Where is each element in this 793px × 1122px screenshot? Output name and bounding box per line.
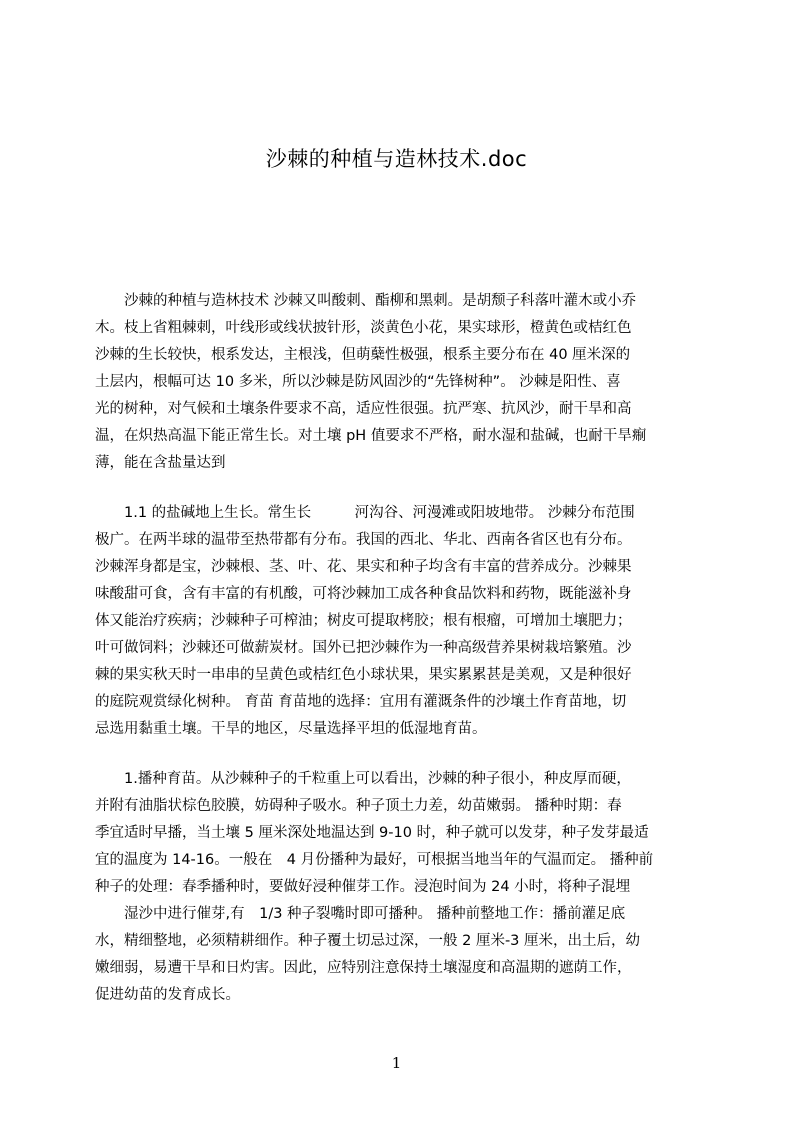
text-line: 水，精细整地，必须精耕细作。种子覆土切忌过深，一般 2 厘米-3 厘米，出土后，幼 [95,933,641,949]
text-line: 极广。在两半球的温带至热带都有分布。我国的西北、华北、西南各省区也有分布。 [95,532,632,548]
page-number: 1 [391,1054,402,1072]
text-line: 嫩细弱，易遭干旱和日灼害。因此，应特别注意保持土壤湿度和高温期的遮荫工作， [95,960,632,976]
text-line: 的庭院观赏绿化树种。 育苗 育苗地的选择：宜用有灌溉条件的沙壤土作育苗地，切 [95,694,627,710]
text-line: 忌选用黏重土壤。干旱的地区，尽量选择平坦的低湿地育苗。 [95,721,487,737]
text-line: 季宜适时早播，当土壤 5 厘米深处地温达到 9-10 时，种子就可以发芽，种子发芽最适 [95,825,649,841]
text-line: 宜的温度为 14-16。一般在 4 月份播种为最好，可根据当地当年的气温而定。 播种前 [95,852,654,868]
document-title: 沙棘的种植与造林技术.doc [265,147,528,171]
text-line: 木。枝上省粗棘刺，叶线形或线状披针形，淡黄色小花，果实球形，橙黄色或桔红色 [95,320,632,336]
text-line: 沙棘的种植与造林技术 沙棘又叫酸刺、酯柳和黑刺。是胡颓子科落叶灌木或小乔 [95,293,637,309]
text-line: 叶可做饲料；沙棘还可做薪炭材。国外已把沙棘作为一种高级营养果树栽培繁殖。沙 [95,640,632,656]
text-line: 沙棘浑身都是宝，沙棘根、茎、叶、花、果实和种子均含有丰富的营养成分。沙棘果 [95,559,632,575]
paragraph-3 [95,766,699,1009]
text-line: 1.播种育苗。从沙棘种子的千粒重上可以看出，沙棘的种子很小，种皮厚而硬， [95,771,631,787]
text-line: 1.1 的盐碱地上生长。常生长 河沟谷、河漫滩或阳坡地带。 沙棘分布范围 [95,505,635,521]
text-line: 体又能治疗疾病；沙棘种子可榨油；树皮可提取栲胶；根有根瘤，可增加土壤肥力； [95,613,632,629]
text-line: 土层内，根幅可达 10 多米，所以沙棘是防风固沙的“先锋树种”。 沙棘是阳性、喜 [95,374,621,390]
text-line: 温，在炽热高温下能正常生长。对土壤 pH 值要求不严格，耐水湿和盐碱，也耐干旱痸 [95,428,647,444]
paragraph-2 [95,500,699,743]
text-line: 并附有油脂状棕色胶膜，妨碍种子吸水。种子顶土力差，幼苗嫩弱。 播种时期：春 [95,798,622,814]
text-line: 湿沙中进行催芽,有 1/3 种子裂嘴时即可播种。 播种前整地工作：播前灌足底 [95,906,626,922]
text-line: 光的树种，对气候和土壤条件要求不高，适应性很强。抗严寒、抗风沙，耐干旱和高 [95,401,632,417]
text-line: 沙棘的生长较快，根系发达，主根浅，但萌蘖性极强，根系主要分布在 40 厘米深的 [95,347,631,363]
text-line: 棘的果实秋天时一串串的呈黄色或桔红色小球状果，果实累累甚是美观，又是种很好 [95,667,632,683]
text-line: 促进幼苗的发育成长。 [95,987,240,1003]
paragraph-1 [95,288,699,477]
text-line: 薄，能在含盐量达到 [95,455,226,471]
text-line: 种子的处理：春季播种时，要做好浸种催芽工作。浸泡时间为 24 小时，将种子混埋 [95,879,631,895]
text-line: 味酸甜可食，含有丰富的有机酸，可将沙棘加工成各种食品饮料和药物，既能滋补身 [95,586,632,602]
